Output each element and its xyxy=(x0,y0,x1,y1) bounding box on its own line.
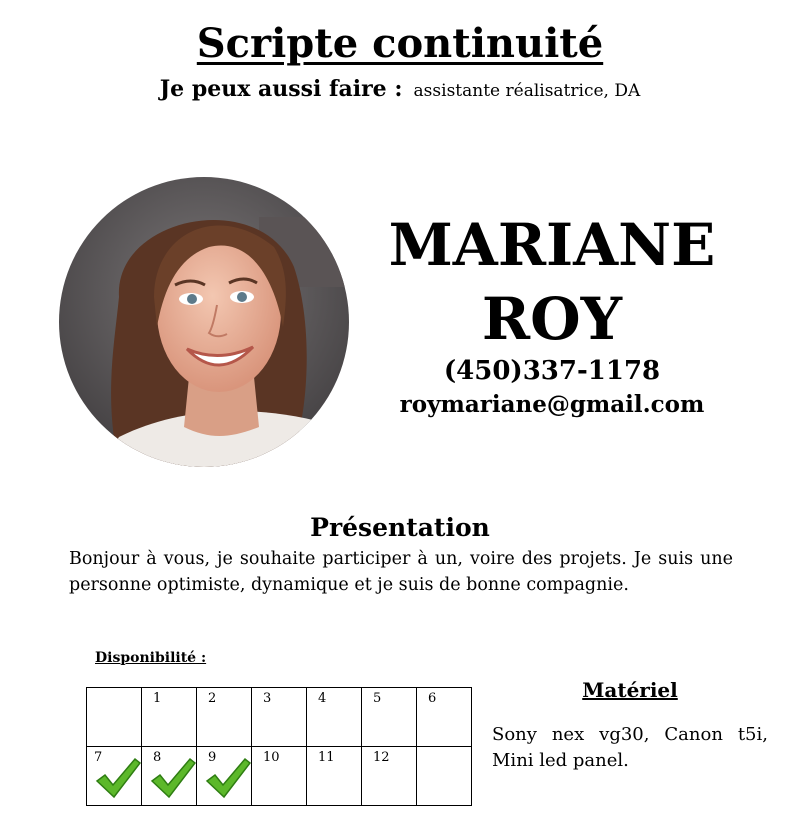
checkmark-icon xyxy=(95,755,141,799)
material-title: Matériel xyxy=(582,678,678,702)
calendar-cell: 2 xyxy=(197,688,252,747)
calendar-cell: 12 xyxy=(362,747,417,806)
email-address: roymariane@gmail.com xyxy=(399,391,705,418)
also-label: Je peux aussi faire : xyxy=(159,76,403,102)
calendar-cell: 7 xyxy=(87,747,142,806)
material-body: Sony nex vg30, Canon t5i, Mini led panel. xyxy=(492,724,768,771)
calendar-cell xyxy=(87,688,142,747)
availability-label: Disponibilité : xyxy=(95,650,207,666)
calendar-cell: 4 xyxy=(307,688,362,747)
calendar-cell xyxy=(417,747,472,806)
calendar-cell: 8 xyxy=(142,747,197,806)
calendar-cell: 1 xyxy=(142,688,197,747)
calendar-cell: 3 xyxy=(252,688,307,747)
profile-photo xyxy=(59,177,349,467)
calendar-row xyxy=(87,688,472,747)
calendar-cell: 5 xyxy=(362,688,417,747)
also-can-do xyxy=(0,76,800,102)
last-name: ROY xyxy=(481,285,623,353)
presentation-body: Bonjour à vous, je souhaite participer à un, voire des projets. Je suis une personne optimiste, dynamique et je suis de bonne compagnie. xyxy=(69,549,733,595)
calendar-row xyxy=(87,747,472,806)
calendar-cell: 9 xyxy=(197,747,252,806)
checkmark-icon xyxy=(150,755,196,799)
first-name: MARIANE xyxy=(388,211,716,279)
calendar-cell: 11 xyxy=(307,747,362,806)
also-value: assistante réalisatrice, DA xyxy=(413,81,641,101)
phone-number: (450)337-1178 xyxy=(443,356,661,386)
checkmark-icon xyxy=(205,755,251,799)
presentation-title: Présentation xyxy=(310,513,490,542)
resume-title: Scripte continuité xyxy=(196,20,604,67)
calendar-cell: 10 xyxy=(252,747,307,806)
calendar-cell: 6 xyxy=(417,688,472,747)
availability-calendar xyxy=(86,687,472,806)
